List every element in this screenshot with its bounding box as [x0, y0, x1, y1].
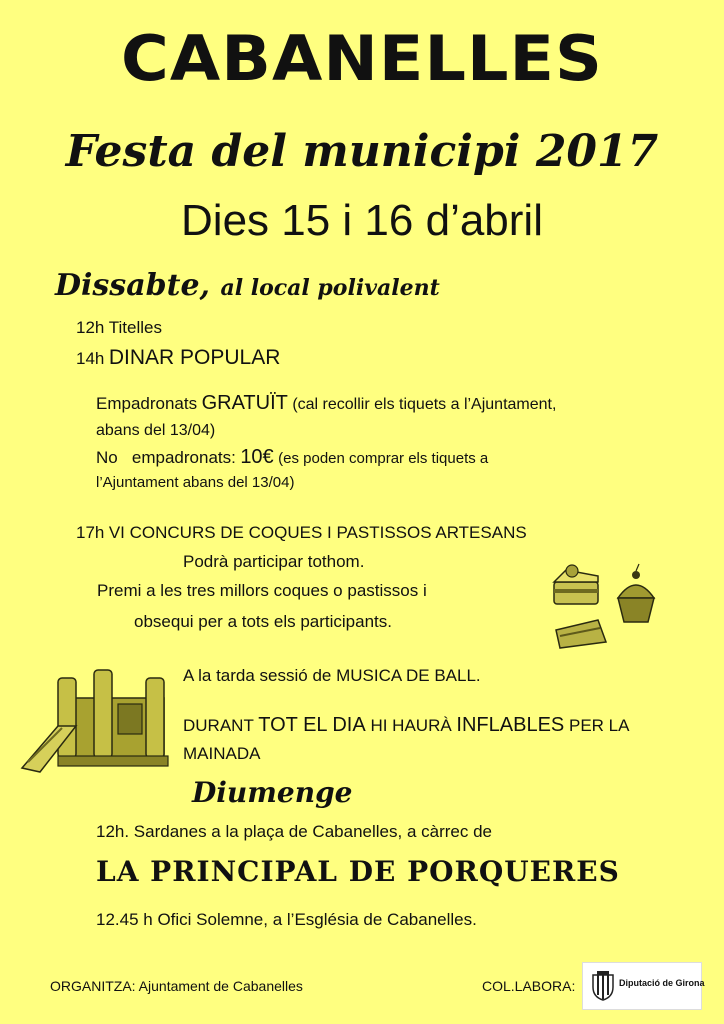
contest-item	[76, 523, 527, 543]
town-title: CABANELLES	[121, 22, 603, 95]
unregistered-note: (es poden comprar els tiquets a	[278, 450, 489, 467]
registered-label: Empadronats	[96, 394, 198, 413]
unregistered-note-2: l’Ajuntament abans del 13/04)	[96, 474, 295, 491]
festival-subtitle: Festa del municipi 2017	[65, 126, 659, 177]
lunch-item	[76, 346, 280, 370]
inflatables-text-e: PER LA	[568, 716, 630, 735]
band-name: LA PRINCIPAL DE PORQUERES	[96, 855, 620, 888]
cupcake-icon	[618, 564, 654, 622]
inflatables-text-c: HI HAURÀ	[370, 716, 452, 735]
contest-line-2: Premi a les tres millors coques o pastissos i	[97, 581, 427, 600]
inflatables-line-2: MAINADA	[183, 744, 261, 763]
sponsor-name: Diputació de Girona	[619, 978, 705, 988]
organizer: ORGANITZA: Ajuntament de Cabanelles	[50, 978, 303, 994]
contest-line-3: obsequi per a tots els participants.	[134, 612, 392, 631]
cakes-illustration	[548, 558, 668, 658]
registered-line	[96, 392, 556, 415]
unregistered-label: No empadronats:	[96, 448, 236, 467]
contest-time: 17h	[76, 523, 105, 542]
mass-line: 12.45 h Ofici Solemne, a l’Església de Cabanelles.	[96, 910, 477, 929]
saturday-heading-place: al local polivalent	[220, 275, 440, 301]
unregistered-price: 10€	[240, 446, 274, 468]
contest-title: VI CONCURS DE COQUES I PASTISSOS ARTESANS	[108, 523, 527, 542]
inflatables-text-b: TOT EL DIA	[258, 714, 366, 736]
sunday-heading: Diumenge	[192, 776, 353, 809]
saturday-heading	[55, 268, 440, 303]
registered-note: (cal recollir els tiquets a l’Ajuntament,	[292, 396, 557, 413]
unregistered-line	[96, 446, 488, 469]
registered-price: GRATUÏT	[201, 392, 288, 414]
inflatables-line	[183, 714, 629, 737]
sardanes-line: 12h. Sardanes a la plaça de Cabanelles, a càrrec de	[96, 822, 492, 841]
shield-icon	[591, 971, 615, 1001]
inflatables-text-d: INFLABLES	[456, 714, 565, 736]
inflatables-text-a: DURANT	[183, 716, 254, 735]
bouncy-castle-icon	[22, 670, 168, 772]
sponsor-logo	[582, 962, 705, 1010]
registered-note-2: abans del 13/04)	[96, 422, 216, 439]
bouncy-castle-illustration	[18, 664, 178, 776]
dance-music: A la tarda sessió de MUSICA DE BALL.	[183, 666, 481, 685]
lunch-time: 14h	[76, 349, 105, 368]
puppets-item: 12h Titelles	[76, 318, 162, 337]
contest-line-1: Podrà participar tothom.	[183, 552, 365, 571]
collaborator-label: COL.LABORA:	[482, 978, 576, 994]
festival-dates: Dies 15 i 16 d’abril	[181, 196, 543, 245]
pie-slice-icon	[556, 620, 606, 648]
lunch-title: DINAR POPULAR	[108, 346, 281, 369]
layer-cake-icon	[554, 565, 598, 604]
saturday-heading-day: Dissabte,	[55, 268, 210, 303]
